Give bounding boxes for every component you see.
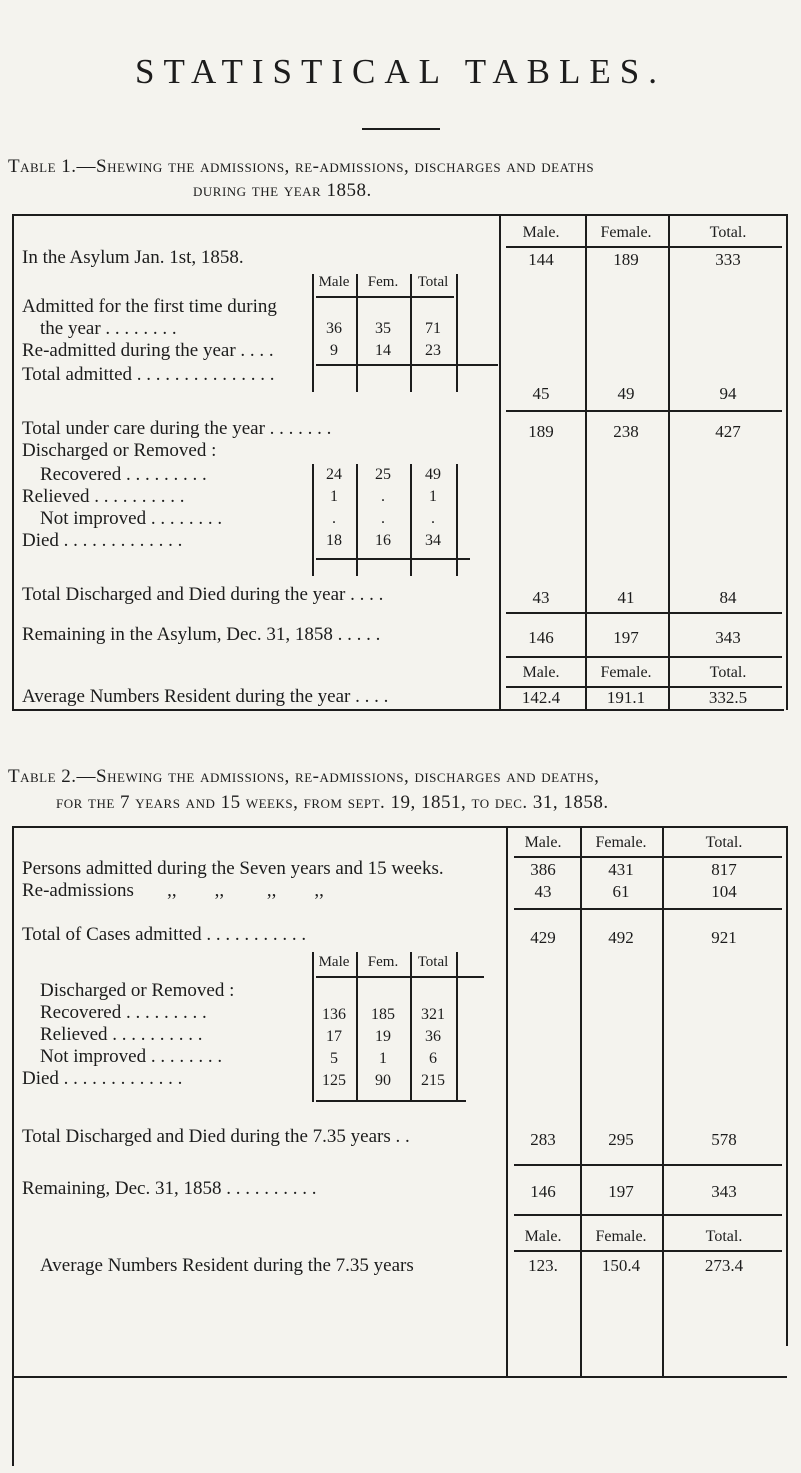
t2-footer-header-female: Female. (595, 1228, 647, 1245)
t2-sub-divider-1 (356, 952, 358, 1102)
table-2-top-rule (12, 826, 787, 828)
t2-persons-admitted-female: 431 (608, 860, 634, 879)
t1-remaining-rule (506, 656, 782, 658)
t2-not-improved-total: 6 (429, 1050, 437, 1067)
t2-sub-divider-3 (456, 952, 458, 1102)
t2-remaining-label: Remaining, Dec. 31, 1858 . . . . . . . . . . (22, 1178, 317, 1199)
t2-sub-header-total: Total (417, 954, 449, 970)
t1-sub-header-male: Male (318, 274, 350, 290)
table-2-col-divider-2 (580, 828, 582, 1376)
t1-relieved-male: 1 (330, 488, 338, 505)
t1-sub-header-rule (316, 296, 454, 298)
t2-died-male: 125 (322, 1072, 346, 1089)
t2-average-female: 150.4 (601, 1256, 641, 1275)
t1-total-admitted-total: 94 (719, 384, 737, 403)
t1-total-under-care-male: 189 (528, 422, 554, 441)
t2-admissions-rule (514, 908, 782, 910)
t2-relieved-total: 36 (425, 1028, 441, 1045)
t2-readmissions-female: 61 (612, 882, 630, 901)
t1-total-under-care-label: Total under care during the year . . . . . . . (22, 418, 332, 439)
table-1-right-border (786, 214, 788, 710)
t1-in-asylum-label: In the Asylum Jan. 1st, 1858. (22, 247, 244, 268)
t1-admitted-first-label-1: Admitted for the first time during (22, 296, 277, 317)
t1-in-asylum-female: 189 (613, 250, 639, 269)
t1-sub-header-total: Total (417, 274, 449, 290)
t2-sub-header-rule (316, 976, 484, 978)
t2-recovered-male: 136 (322, 1006, 346, 1023)
t1-remaining-total: 343 (715, 628, 741, 647)
t1-average-male: 142.4 (521, 688, 561, 707)
table-2-header-male: Male. (524, 834, 562, 851)
t1-in-asylum-male: 144 (528, 250, 554, 269)
table-1-caption-line-1: Table 1.—Shewing the admissions, re-admissions, discharges and deaths (8, 156, 595, 177)
t2-not-improved-label: Not improved . . . . . . . . (40, 1046, 223, 1067)
t1-admitted-first-fem: 35 (375, 320, 391, 337)
t2-remaining-male: 146 (530, 1182, 556, 1201)
table-1-header-male: Male. (522, 224, 560, 241)
t1-average-total: 332.5 (708, 688, 748, 707)
t2-persons-admitted-total: 817 (711, 860, 737, 879)
table-1-bottom-rule (12, 709, 784, 711)
table-2-header-rule (514, 856, 782, 858)
t2-recovered-label: Recovered . . . . . . . . . (40, 1002, 207, 1023)
page-heading: STATISTICAL TABLES. (135, 52, 666, 91)
table-2-caption-line-1: Table 2.—Shewing the admissions, re-admissions, discharges and deaths, (8, 766, 600, 787)
t2-total-cases-label: Total of Cases admitted . . . . . . . . . . . (22, 924, 307, 945)
t1-admitted-rule (316, 364, 498, 366)
t2-total-discharged-total: 578 (711, 1130, 737, 1149)
t1-recovered-total: 49 (425, 466, 441, 483)
t1-discharged-label: Discharged or Removed : (22, 440, 217, 461)
t2-died-rule (316, 1100, 466, 1102)
t1-relieved-label: Relieved . . . . . . . . . . (22, 486, 185, 507)
t1-remaining-male: 146 (528, 628, 554, 647)
table-2-right-border (786, 826, 788, 1346)
t2-average-total: 273.4 (704, 1256, 744, 1275)
t1-remaining-label: Remaining in the Asylum, Dec. 31, 1858 . . . . . (22, 624, 381, 645)
table-1-header-rule (506, 246, 782, 248)
table-1-left-border (12, 214, 14, 710)
t1-died-total: 34 (425, 532, 441, 549)
t2-total-cases-total: 921 (711, 928, 737, 947)
t1-total-admitted-label: Total admitted . . . . . . . . . . . . . . . (22, 364, 275, 385)
t2-not-improved-fem: 1 (379, 1050, 387, 1067)
table-1-top-rule (12, 214, 787, 216)
t2-died-label: Died . . . . . . . . . . . . . (22, 1068, 183, 1089)
t1-readmitted-label: Re-admitted during the year . . . . (22, 340, 274, 361)
table-2-header-female: Female. (595, 834, 647, 851)
t2-relieved-label: Relieved . . . . . . . . . . (40, 1024, 203, 1045)
t2-footer-header-male: Male. (524, 1228, 562, 1245)
t1-footer-header-total: Total. (709, 664, 747, 681)
t1-total-discharged-total: 84 (719, 588, 737, 607)
table-2-bottom-rule (12, 1376, 787, 1378)
t1-average-female: 191.1 (606, 688, 646, 707)
t1-total-under-care-total: 427 (715, 422, 741, 441)
t1-average-label: Average Numbers Resident during the year . . . . (22, 686, 389, 707)
t1-died-label: Died . . . . . . . . . . . . . (22, 530, 183, 551)
t2-footer-header-total: Total. (705, 1228, 743, 1245)
t1-sub-divider-1 (356, 274, 358, 392)
t2-readmissions-label: Re-admissions ,, ,, ,, ,, (22, 880, 324, 901)
t2-persons-admitted-male: 386 (530, 860, 556, 879)
t2-footer-header-rule (514, 1250, 782, 1252)
t1-relieved-fem: . (381, 488, 385, 505)
t2-recovered-total: 321 (421, 1006, 445, 1023)
t1-readmitted-total: 23 (425, 342, 441, 359)
t1-total-discharged-label: Total Discharged and Died during the year . . . . (22, 584, 384, 605)
t1-total-admitted-female: 49 (617, 384, 635, 403)
t1-total-under-care-female: 238 (613, 422, 639, 441)
t2-discharged-label: Discharged or Removed : (40, 980, 235, 1001)
table-2-header-total: Total. (705, 834, 743, 851)
t2-average-label: Average Numbers Resident during the 7.35 years (40, 1255, 414, 1276)
t2-relieved-male: 17 (326, 1028, 342, 1045)
table-1-caption-line-2: during the year 1858. (193, 180, 372, 201)
t2-total-discharged-label: Total Discharged and Died during the 7.35 years . . (22, 1126, 410, 1147)
t1-sub-divider-3 (456, 274, 458, 392)
t1-recovered-label: Recovered . . . . . . . . . (40, 464, 207, 485)
t1-not-improved-total: . (431, 510, 435, 527)
t1-footer-header-female: Female. (600, 664, 652, 681)
table-1-header-total: Total. (709, 224, 747, 241)
t2-remaining-total: 343 (711, 1182, 737, 1201)
t2-readmissions-total: 104 (711, 882, 737, 901)
t1-total-discharged-rule (506, 612, 782, 614)
t1-total-admitted-rule (506, 410, 782, 412)
t1-in-asylum-total: 333 (715, 250, 741, 269)
t1-died-fem: 16 (375, 532, 391, 549)
t2-remaining-rule (514, 1214, 782, 1216)
table-1-header-female: Female. (600, 224, 652, 241)
t2-total-cases-female: 492 (608, 928, 634, 947)
t1-footer-header-male: Male. (522, 664, 560, 681)
t2-died-total: 215 (421, 1072, 445, 1089)
t1-admitted-first-label-2: the year . . . . . . . . (40, 318, 177, 339)
t2-total-cases-male: 429 (530, 928, 556, 947)
t2-recovered-fem: 185 (371, 1006, 395, 1023)
t1-total-discharged-female: 41 (617, 588, 635, 607)
t2-readmissions-male: 43 (534, 882, 552, 901)
t1-admitted-first-male: 36 (326, 320, 342, 337)
t1-readmitted-male: 9 (330, 342, 338, 359)
t2-remaining-female: 197 (608, 1182, 634, 1201)
t1-not-improved-fem: . (381, 510, 385, 527)
t1-remaining-female: 197 (613, 628, 639, 647)
t1-total-discharged-male: 43 (532, 588, 550, 607)
t1-relieved-total: 1 (429, 488, 437, 505)
t1-not-improved-label: Not improved . . . . . . . . (40, 508, 223, 529)
t1-died-rule (316, 558, 470, 560)
t1-readmitted-fem: 14 (375, 342, 391, 359)
t2-sub-header-male: Male (318, 954, 350, 970)
t1-admitted-first-total: 71 (425, 320, 441, 337)
table-2-caption-line-2: for the 7 years and 15 weeks, from sept. 19, 1851, to dec. 31, 1858. (56, 792, 609, 813)
t2-relieved-fem: 19 (375, 1028, 391, 1045)
t2-total-discharged-rule (514, 1164, 782, 1166)
heading-rule (362, 128, 440, 130)
t1-recovered-fem: 25 (375, 466, 391, 483)
t2-total-discharged-female: 295 (608, 1130, 634, 1149)
t2-sub-header-fem: Fem. (367, 954, 399, 970)
t1-recovered-male: 24 (326, 466, 342, 483)
t2-persons-admitted-label: Persons admitted during the Seven years and 15 weeks. (22, 858, 444, 879)
table-1-col-divider-3 (668, 216, 670, 709)
t2-average-male: 123. (528, 1256, 558, 1275)
t2-total-discharged-male: 283 (530, 1130, 556, 1149)
t1-total-admitted-male: 45 (532, 384, 550, 403)
table-2-col-divider-1 (506, 828, 508, 1376)
t2-died-fem: 90 (375, 1072, 391, 1089)
t1-died-male: 18 (326, 532, 342, 549)
table-2-left-border (12, 826, 14, 1466)
t2-not-improved-male: 5 (330, 1050, 338, 1067)
table-2-col-divider-3 (662, 828, 664, 1376)
t1-not-improved-male: . (332, 510, 336, 527)
t1-sub-header-fem: Fem. (367, 274, 399, 290)
